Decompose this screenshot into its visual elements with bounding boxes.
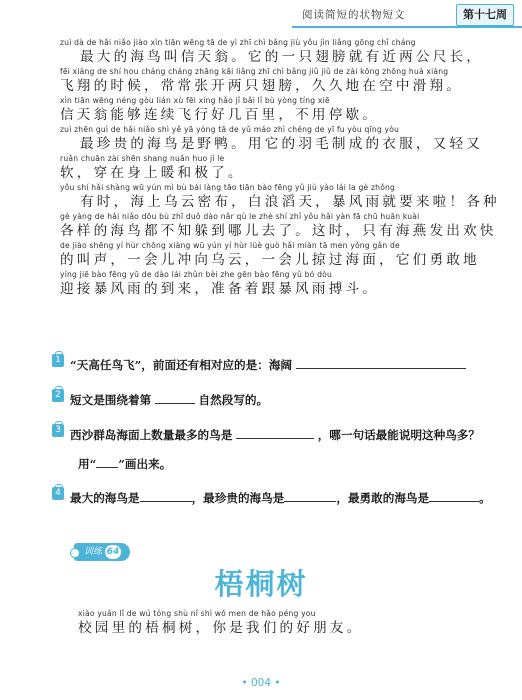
question-text: 西沙群岛海面上数量最多的鸟是 <box>70 428 233 442</box>
pinyin-line: ruǎn chuān zài shēn shang nuǎn huo jí le <box>60 154 225 163</box>
page-header <box>0 0 522 34</box>
hanzi-line: 的叫声，一会儿冲向乌云，一会儿掠过海面，它们勇敢地 <box>60 252 480 268</box>
answer-blank[interactable] <box>429 489 479 502</box>
hanzi-line: 有时，海上乌云密布，白浪滔天，暴风雨就要来啦！各种 <box>80 194 500 210</box>
pinyin-line: yíng jiē bào fēng yǔ de dào lái zhǔn bèi zhe gēn bào fēng yǔ bó dòu <box>60 270 332 279</box>
gift-number-icon: 4 <box>52 484 64 500</box>
pinyin-line: yǒu shí hǎi shàng wū yún mì bù bái làng tāo tiān bào fēng yǔ jiù yào lái la gè zhǒng <box>60 183 396 192</box>
question-text: “天高任鸟飞”，前面还有相对应的是：海阔 <box>70 358 293 372</box>
answer-blank[interactable] <box>284 489 336 502</box>
hanzi-line: 最大的海鸟叫信天翁。它的一只翅膀就有近两公尺长， <box>80 49 484 65</box>
passage-line <box>60 96 480 125</box>
passage-line <box>60 67 480 96</box>
tag-hole-icon <box>70 548 80 558</box>
pinyin-line: zuì zhēn guì de hǎi niǎo shì yě yā yòng tā de yǔ máo zhì chéng de yī fu yòu qīng yòu <box>60 125 400 134</box>
hanzi-line: 最珍贵的海鸟是野鸭。用它的羽毛制成的衣服，又轻又 <box>80 136 484 152</box>
hanzi-line: 各样的海鸟都不知躲到哪儿去了。这时，只有海燕发出欢快 <box>60 223 497 239</box>
hanzi-line: 迎接暴风雨的到来，准备着跟暴风雨搏斗。 <box>60 281 380 297</box>
passage-line <box>60 212 497 241</box>
question-text: ，最勇敢的海鸟是 <box>336 491 430 505</box>
training-number: 64 <box>106 547 120 557</box>
answer-blank[interactable] <box>236 426 314 439</box>
training-flag <box>74 543 130 561</box>
passage-line <box>60 38 484 67</box>
week-badge: 第十七周 <box>456 4 514 26</box>
passage-line <box>60 241 480 270</box>
question-text: ，哪一句话最能说明这种鸟多？ <box>317 428 481 442</box>
passage-line <box>60 270 480 299</box>
hanzi-line: 软，穿在身上暖和极了。 <box>60 165 245 181</box>
question-text: ”画出来。 <box>118 457 172 471</box>
question-text: 。 <box>479 491 491 505</box>
hanzi-line: 信天翁能够连续飞行好几百里，不用停歇。 <box>60 107 380 123</box>
training-tag <box>70 542 130 562</box>
gift-number-icon: 1 <box>52 351 64 367</box>
answer-blank[interactable] <box>96 455 118 468</box>
poem-line <box>78 609 458 638</box>
reading-passage <box>60 38 500 299</box>
question-3-line-2 <box>78 455 171 472</box>
answer-blank[interactable] <box>296 356 466 369</box>
pinyin-line: xiào yuán lǐ de wú tóng shù nǐ shì wǒ men de hǎo péng you <box>78 609 316 618</box>
hanzi-line: 校园里的梧桐树，你是我们的好朋友。 <box>78 620 364 636</box>
pinyin-line: de jiào shēng yí hùr chōng xiàng wū yún yí hùr lüè guò hǎi miàn tā men yǒng gǎn de <box>60 241 400 250</box>
question-text: 用“ <box>78 457 97 471</box>
training-label: 训练 <box>84 547 103 557</box>
series-title: 阅读简短的状物短文 <box>302 9 406 21</box>
question-text: ，最珍贵的海鸟是 <box>191 491 285 505</box>
pinyin-line: fēi xiáng de shí hou cháng cháng zhāng kāi liǎng zhī chì bǎng jiǔ jiǔ de zài kōng zhōng huá xiáng <box>60 67 449 76</box>
answer-blank[interactable] <box>140 489 192 502</box>
question-4 <box>55 488 491 506</box>
gift-number-icon: 3 <box>52 421 64 437</box>
question-2 <box>55 390 269 408</box>
passage-line <box>60 125 484 154</box>
passage-line <box>60 183 500 212</box>
hanzi-line: 飞翔的时候，常常张开两只翅膀，久久地在空中滑翔。 <box>60 78 464 94</box>
gift-number-icon: 2 <box>52 386 64 402</box>
question-1 <box>55 355 466 373</box>
question-text: 自然段写的。 <box>198 393 269 407</box>
pinyin-line: gè yàng de hǎi niǎo dōu bù zhī duǒ dào nǎr qù le zhè shí zhǐ yǒu hǎi yàn fā chū huān kuài <box>60 212 420 221</box>
page-number: • 004 • <box>241 677 281 689</box>
pinyin-line: xìn tiān wēng néng gòu lián xù fēi xíng hǎo jǐ bǎi lǐ bù yòng tíng xiē <box>60 96 330 105</box>
passage-line <box>60 154 480 183</box>
question-3 <box>55 425 481 443</box>
answer-blank[interactable] <box>155 391 195 404</box>
section-title: 梧桐树 <box>214 567 308 601</box>
question-text: 最大的海鸟是 <box>70 491 140 505</box>
pinyin-line: zuì dà de hǎi niǎo jiào xìn tiān wēng tā de yì zhī chì bǎng jiù yǒu jìn liǎng gōng chǐ cháng <box>60 38 416 47</box>
question-text: 短文是围绕着第 <box>70 393 152 407</box>
